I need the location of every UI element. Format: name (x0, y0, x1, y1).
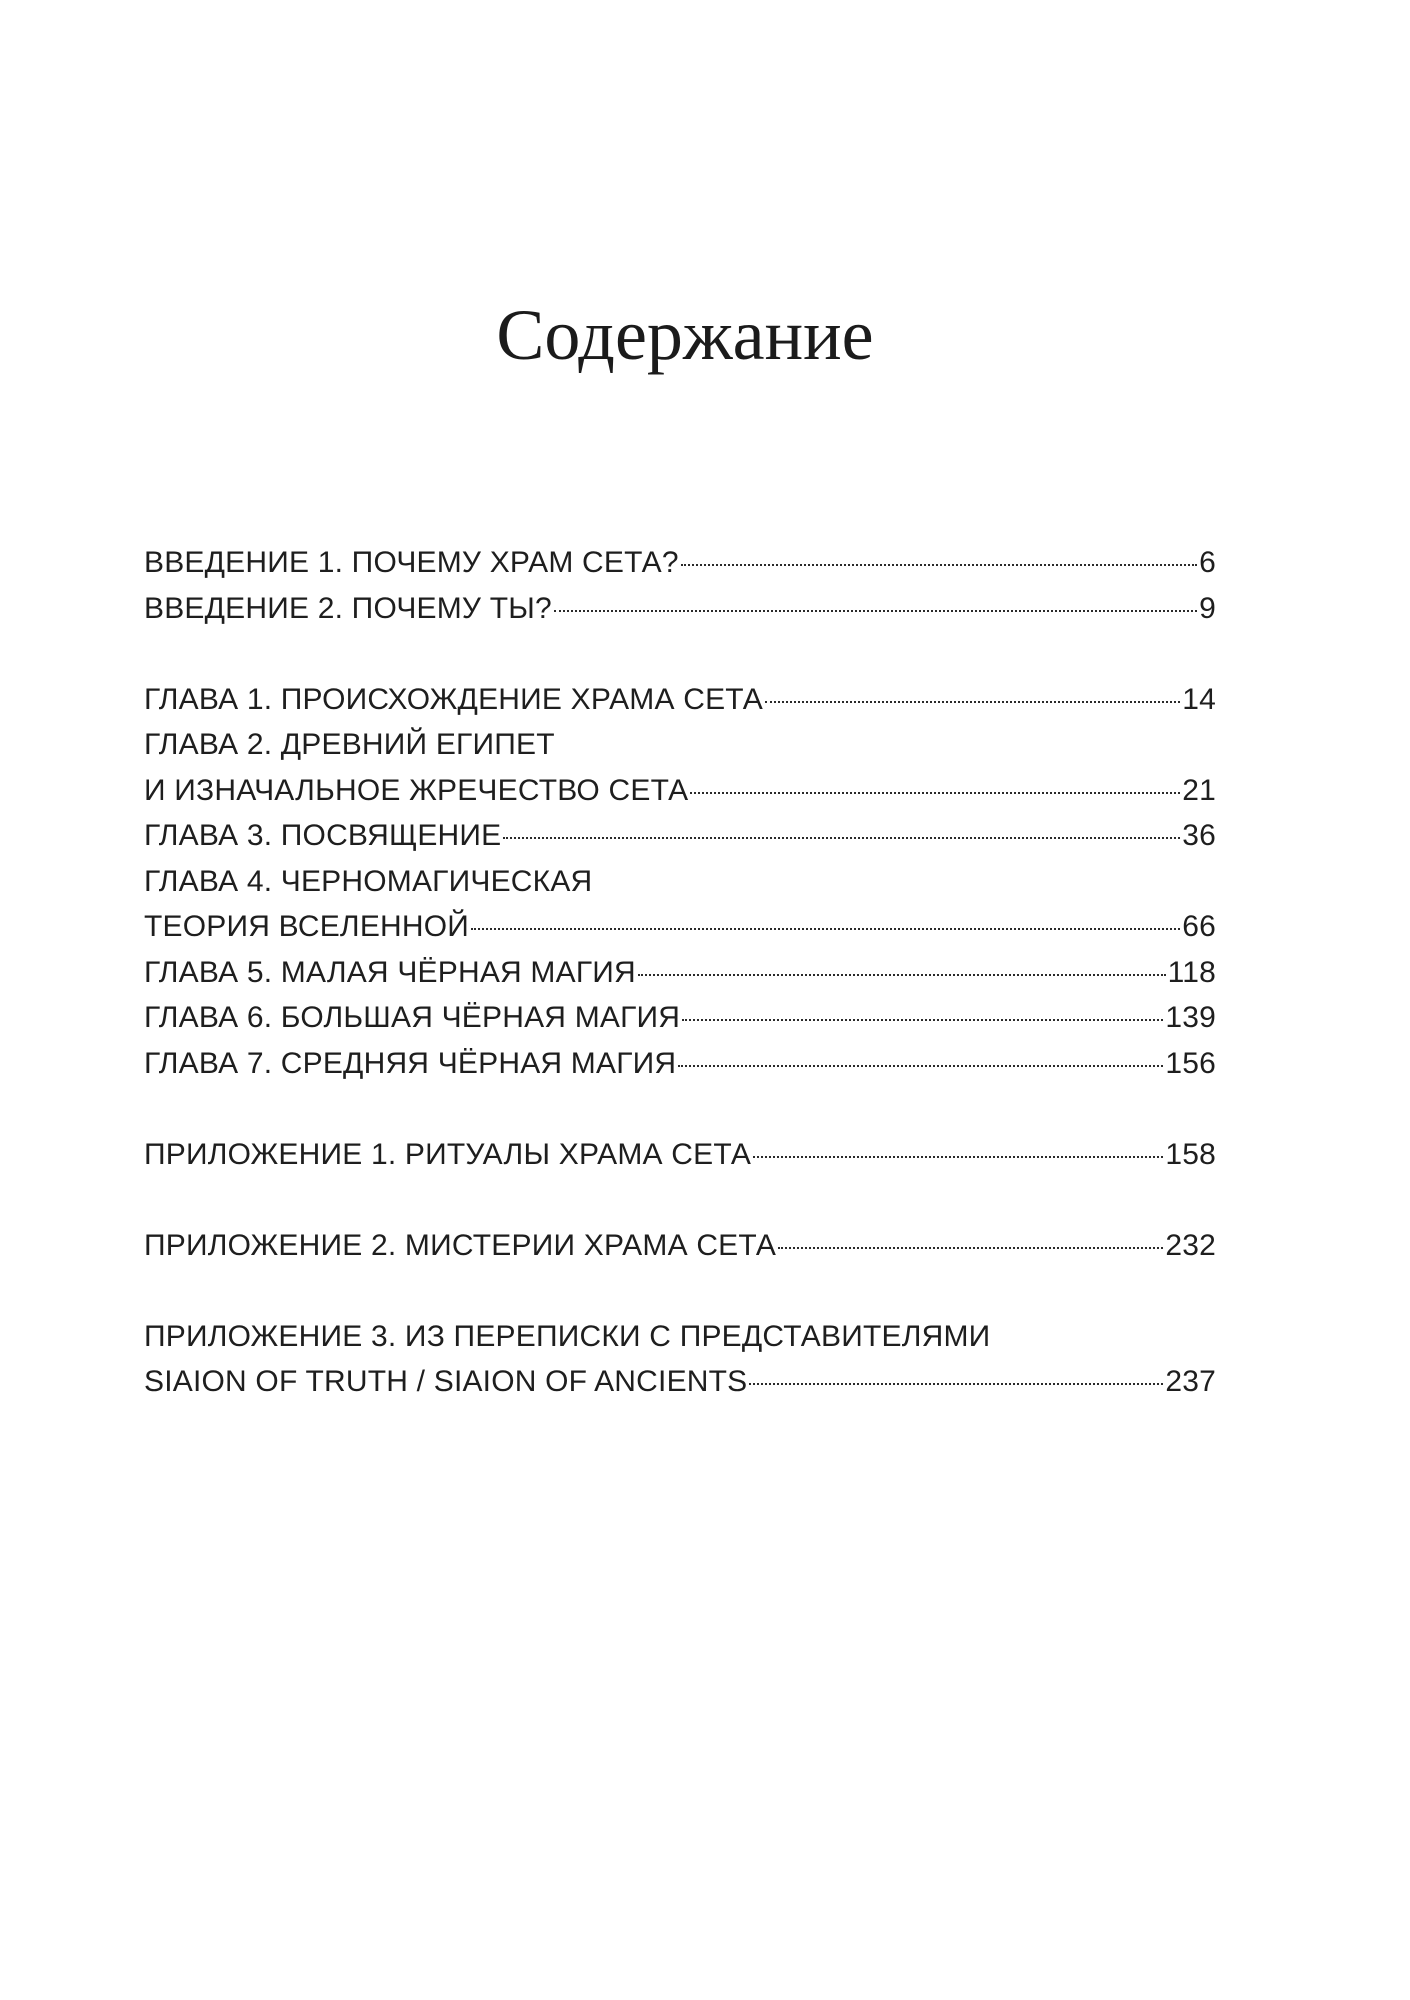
toc-page-number: 156 (1165, 1046, 1216, 1080)
toc-entry-title-line-2: И ИЗНАЧАЛЬНОЕ ЖРЕЧЕСТВО СЕТА (144, 773, 689, 807)
toc-entry-title: ГЛАВА 7. СРЕДНЯЯ ЧЁРНАЯ МАГИЯ (144, 1046, 677, 1080)
section-gap (144, 631, 1216, 677)
toc-entry-appendix-3 (144, 1314, 1216, 1405)
toc-page-number: 237 (1165, 1365, 1216, 1398)
dot-leader (690, 792, 1180, 794)
dot-leader (503, 837, 1180, 839)
toc-entry-title-line-2: ТЕОРИЯ ВСЕЛЕННОЙ (144, 910, 470, 943)
page-title: Содержание (496, 295, 874, 375)
toc-entry-title: ГЛАВА 1. ПРОИСХОЖДЕНИЕ ХРАМА СЕТА (144, 682, 764, 716)
toc-page-number: 9 (1199, 591, 1216, 625)
toc-page-number: 6 (1199, 546, 1216, 579)
section-gap (144, 1086, 1216, 1132)
toc-page-number: 118 (1167, 955, 1216, 989)
toc-entry-title-line-1: ПРИЛОЖЕНИЕ 3. ИЗ ПЕРЕПИСКИ С ПРЕДСТАВИТЕЛЯМИ (144, 1319, 991, 1353)
toc-entry-intro-1 (144, 540, 1216, 586)
toc-entry-chapter-5 (144, 950, 1216, 996)
toc-page-number: 139 (1165, 1001, 1216, 1034)
dot-leader (554, 610, 1197, 612)
dot-leader (753, 1156, 1163, 1158)
toc-entry-intro-2 (144, 586, 1216, 632)
toc-entry-title: ГЛАВА 5. МАЛАЯ ЧЁРНАЯ МАГИЯ (144, 955, 636, 989)
toc-entry-title-line-2: SIAION OF TRUTH / SIAION OF ANCIENTS (144, 1365, 748, 1398)
dot-leader (682, 1019, 1163, 1021)
dot-leader (471, 928, 1180, 930)
toc-entry-appendix-2 (144, 1223, 1216, 1269)
section-gap (144, 1177, 1216, 1223)
dot-leader (778, 1247, 1163, 1249)
toc-entry-chapter-2 (144, 722, 1216, 813)
toc-entry-title: ВВЕДЕНИЕ 1. ПОЧЕМУ ХРАМ СЕТА? (144, 546, 679, 579)
toc-entry-title: ПРИЛОЖЕНИЕ 2. МИСТЕРИИ ХРАМА СЕТА (144, 1228, 777, 1262)
section-gap (144, 1268, 1216, 1314)
dot-leader (638, 974, 1166, 976)
dot-leader (678, 1065, 1163, 1067)
dot-leader (765, 701, 1180, 703)
toc-entry-title: ВВЕДЕНИЕ 2. ПОЧЕМУ ТЫ? (144, 591, 552, 625)
toc-page-number: 14 (1182, 682, 1216, 716)
toc-page-number: 36 (1182, 819, 1216, 852)
toc-page-number: 66 (1182, 910, 1216, 943)
toc-entry-chapter-3 (144, 813, 1216, 859)
toc-entry-chapter-6 (144, 995, 1216, 1041)
toc-entry-title: ПРИЛОЖЕНИЕ 1. РИТУАЛЫ ХРАМА СЕТА (144, 1137, 752, 1171)
toc-entry-chapter-4 (144, 859, 1216, 950)
toc-page-number: 21 (1182, 773, 1216, 807)
toc-entry-title-line-1: ГЛАВА 4. ЧЕРНОМАГИЧЕСКАЯ (144, 864, 593, 898)
toc-entry-title: ГЛАВА 3. ПОСВЯЩЕНИЕ (144, 819, 502, 852)
toc-entry-appendix-1 (144, 1132, 1216, 1178)
toc-entry-title-line-1: ГЛАВА 2. ДРЕВНИЙ ЕГИПЕТ (144, 728, 555, 761)
toc-entry-chapter-7 (144, 1041, 1216, 1087)
toc-entry-chapter-1 (144, 677, 1216, 723)
toc-page-number: 232 (1165, 1228, 1216, 1262)
toc-page-number: 158 (1165, 1137, 1216, 1171)
dot-leader (749, 1383, 1163, 1385)
dot-leader (681, 564, 1197, 566)
table-of-contents (144, 540, 1216, 1405)
toc-entry-title: ГЛАВА 6. БОЛЬШАЯ ЧЁРНАЯ МАГИЯ (144, 1001, 681, 1034)
